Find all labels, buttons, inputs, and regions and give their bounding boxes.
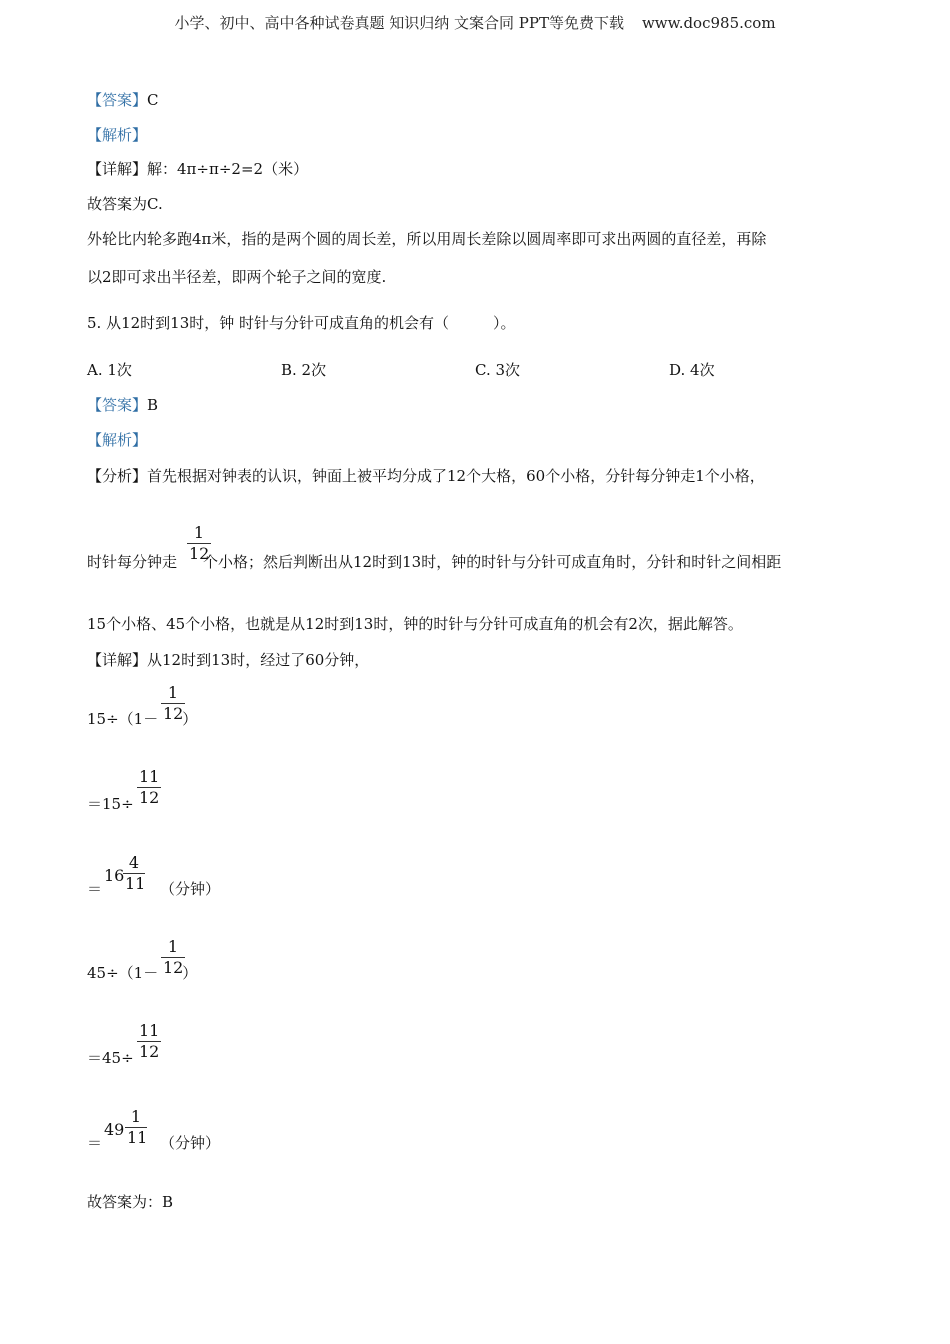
fraction-4-11: 4 11 <box>125 853 146 893</box>
detail-text: 从12时到13时，经过了60分钟， <box>147 651 370 669</box>
answer-tag: 【答案】 <box>87 396 148 414</box>
calc-line-3: ＝ （分钟） <box>87 880 221 898</box>
mixed-whole-49: 49 <box>104 1120 125 1139</box>
question-text: 5. 从12时到13时，钟 时针与分针可成直角的机会有（ <box>87 314 450 332</box>
header-url: www.doc985.com <box>641 14 776 32</box>
q5-conclusion: 故答案为：B <box>87 1193 174 1211</box>
q5-answer-line <box>87 395 158 415</box>
analysis-text: 首先根据对钟表的认识，钟面上被平均分成了12个大格，60个小格，分针每分钟走1个小格， <box>147 467 765 485</box>
fraction-11-12: 11 12 <box>139 1021 160 1061</box>
detail-text: 解：4π÷π÷2=2（米） <box>147 160 309 178</box>
answer-value: B <box>147 396 159 414</box>
answer-value: C <box>147 91 159 109</box>
q4-detail-line <box>87 159 308 179</box>
calc-line-6: ＝ （分钟） <box>87 1134 221 1152</box>
option-a: A. 1次 <box>87 361 132 379</box>
calc-line-4: 45÷（1－ ） <box>87 964 198 982</box>
option-b: B. 2次 <box>281 361 327 379</box>
q4-answer-line <box>87 90 159 110</box>
detail-tag: 【详解】 <box>87 160 148 178</box>
fraction-11-12: 11 12 <box>139 767 160 807</box>
option-c: C. 3次 <box>475 361 521 379</box>
detail-tag: 【详解】 <box>87 651 148 669</box>
analysis-text-b: 个小格；然后判断出从12时到13时，钟的时针与分针可成直角时，分针和时针之间相距 <box>203 553 782 571</box>
fraction-1-12: 1 12 <box>189 523 210 563</box>
q5-analysis-line <box>87 430 147 450</box>
analysis-head: 【分析】 <box>87 467 148 485</box>
q4-explain-1: 外轮比内轮多跑4π米，指的是两个圆的周长差，所以用周长差除以圆周率即可求出两圆的直径差，再除 <box>87 230 767 248</box>
question-end: ）。 <box>493 314 516 332</box>
fraction-1-12: 1 12 <box>163 937 184 977</box>
analysis-text-a: 时针每分钟走 <box>87 553 178 571</box>
option-d: D. 4次 <box>669 361 715 379</box>
calc-line-5: ＝45÷ <box>87 1049 134 1067</box>
analysis-tag: 【解析】 <box>87 126 148 144</box>
q4-analysis-line <box>87 125 147 145</box>
answer-tag: 【答案】 <box>87 91 148 109</box>
q4-conclusion: 故答案为C. <box>87 195 163 213</box>
q5-detail-line <box>87 650 369 670</box>
fraction-1-12: 1 12 <box>163 683 184 723</box>
q5-question <box>87 313 516 333</box>
mixed-whole-16: 16 <box>104 866 125 885</box>
header-text: 小学、初中、高中各种试卷真题 知识归纳 文案合同 PPT等免费下载 <box>174 14 624 32</box>
page-header <box>0 12 950 33</box>
q4-explain-2: 以2即可求出半径差，即两个轮子之间的宽度. <box>87 268 387 286</box>
q5-analysis-1 <box>87 466 765 486</box>
calc-line-1: 15÷（1－ ） <box>87 710 198 728</box>
calc-line-2: ＝15÷ <box>87 795 134 813</box>
analysis-tag: 【解析】 <box>87 431 148 449</box>
q5-analysis-3: 15个小格、45个小格，也就是从12时到13时，钟的时针与分针可成直角的机会有2次，据此解答。 <box>87 615 743 633</box>
fraction-1-11: 1 11 <box>127 1107 148 1147</box>
